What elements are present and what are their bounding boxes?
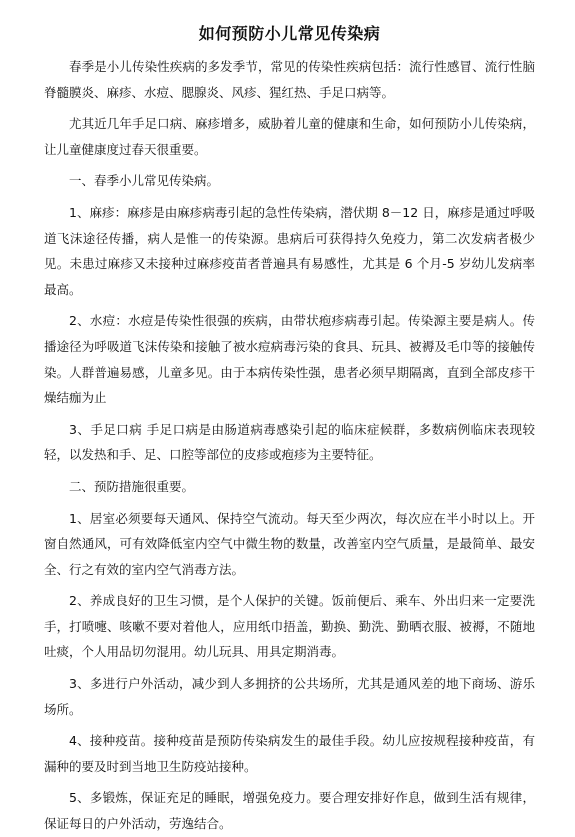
intro-paragraph: 春季是小儿传染性疾病的多发季节，常见的传染性疾病包括：流行性感冒、流行性脑脊髓膜炎、麻疹、水痘、腮腺炎、风疹、猩红热、手足口病等。 [44, 59, 535, 100]
document-body [44, 54, 535, 837]
prevention-paragraph: 1、居室必须要每天通风、保持空气流动。每天至少两次，每次应在半小时以上。开窗自然通风，可有效降低室内空气中微生物的数量，改善室内空气质量，是最简单、最安全、行之有效的室内空气消毒方法。 [44, 510, 535, 577]
prevention-paragraph: 3、多进行户外活动，减少到人多拥挤的公共场所，尤其是通风差的地下商场、游乐场所。 [44, 676, 535, 717]
document-title: 如何预防小儿常见传染病 [198, 24, 381, 43]
prevention-paragraph: 4、接种疫苗。接种疫苗是预防传染病发生的最佳手段。幼儿应按规程接种疫苗，有漏种的要及时到当地卫生防疫站接种。 [44, 733, 535, 774]
disease-paragraph-chickenpox: 2、水痘：水痘是传染性很强的疾病，由带状疱疹病毒引起。传染源主要是病人。传播途径为呼吸道飞沫传染和接触了被水痘病毒污染的食具、玩具、被褥及毛巾等的接触传染。人群普遍易感，儿童多见。由于本病传染性强，患者必须早期隔离，直到全部皮疹干燥结痂为止 [44, 313, 535, 406]
section-heading: 二、预防措施很重要。 [69, 478, 195, 494]
disease-paragraph-measles: 1、麻疹：麻疹是由麻疹病毒引起的急性传染病，潜伏期 8－12 日，麻疹是通过呼吸道飞沫途径传播，病人是惟一的传染源。患病后可获得持久免疫力，第二次发病者极少见。未患过麻疹又未接种过麻疹疫苗者普遍具有易感性，尤其是 6 个月-5 岁幼儿发病率最高。 [44, 204, 535, 297]
intro-paragraph: 尤其近几年手足口病、麻疹增多，威胁着儿童的健康和生命，如何预防小儿传染病，让儿童健康度过春天很重要。 [44, 116, 535, 157]
prevention-paragraph: 5、多锻炼，保证充足的睡眠，增强免疫力。要合理安排好作息，做到生活有规律，保证每日的户外活动，劳逸结合。 [44, 790, 535, 832]
disease-paragraph-hfmd: 3、手足口病 手足口病是由肠道病毒感染引起的临床症候群，多数病例临床表现较轻，以发热和手、足、口腔等部位的皮疹或疱疹为主要特征。 [44, 421, 535, 463]
section-heading: 一、春季小儿常见传染病。 [69, 173, 220, 189]
prevention-paragraph: 2、养成良好的卫生习惯，是个人保护的关键。饭前便后、乘车、外出归来一定要洗手，打喷嚏、咳嗽不要对着他人，应用纸巾捂盖，勤换、勤洗、勤晒衣服、被褥，不随地吐痰，个人用品切勿混用。幼儿玩具、用具定期消毒。 [44, 593, 535, 660]
